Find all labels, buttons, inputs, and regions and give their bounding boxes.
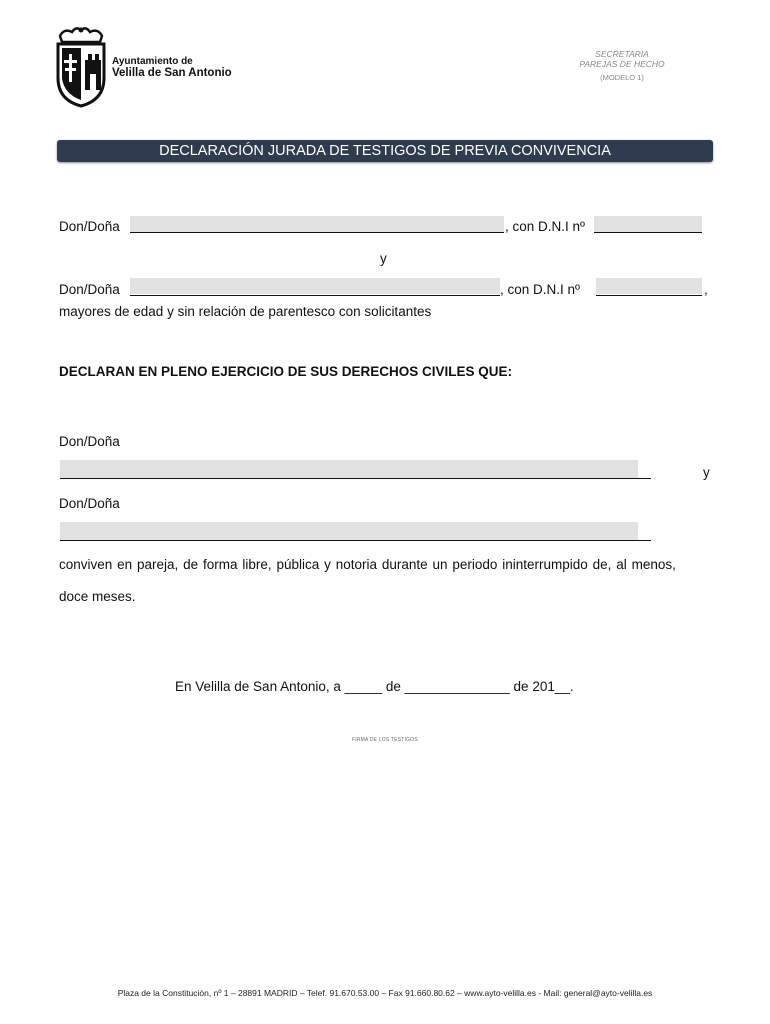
witness1-dni-label: , con D.N.I nº — [505, 219, 585, 234]
cohabitation-statement-line2: doce meses. — [59, 589, 136, 604]
org-line1: Ayuntamiento de — [112, 56, 193, 67]
org-line2: Velilla de San Antonio — [112, 67, 232, 79]
witness2-dni-label: , con D.N.I nº — [500, 282, 580, 297]
partner1-label: Don/Doña — [59, 434, 120, 449]
place-date-line: En Velilla de San Antonio, a _____ de ______________ de 201__. — [175, 679, 574, 694]
witness2-trailing-comma: , — [704, 282, 708, 297]
witness1-dni-underline — [594, 232, 702, 233]
witness1-dni-field[interactable] — [594, 216, 702, 232]
department-line2: PAREJAS DE HECHO — [579, 58, 665, 69]
witness2-dni-underline — [596, 295, 702, 296]
town-crest-logo — [52, 26, 110, 108]
witness2-dni-field[interactable] — [596, 278, 702, 294]
declare-heading: DECLARAN EN PLENO EJERCICIO DE SUS DERECHOS CIVILES QUE: — [59, 364, 513, 379]
witness1-name-field[interactable] — [130, 216, 504, 232]
partner1-name-underline — [60, 478, 651, 479]
footer-contact: Plaza de la Constitución, nº 1 – 28891 MADRID – Telef. 91.670.53.00 – Fax 91.660.80.62 – www.ayto-velilla.es - Mail: general@ayto-velilla.es — [117, 988, 653, 998]
witness-note: mayores de edad y sin relación de parentesco con solicitantes — [59, 304, 432, 319]
organization-name — [112, 56, 232, 80]
partner-connector: y — [703, 465, 710, 480]
signature-label: FIRMA DE LOS TESTIGOS — [352, 737, 418, 743]
witness1-name-underline — [130, 232, 504, 233]
partner1-name-field[interactable] — [60, 460, 638, 478]
document-title: DECLARACIÓN JURADA DE TESTIGOS DE PREVIA CONVIVENCIA — [57, 140, 713, 162]
partner2-name-underline — [60, 540, 651, 541]
witness2-label: Don/Doña — [59, 282, 120, 297]
department-block — [560, 50, 684, 82]
witness1-label: Don/Doña — [59, 219, 120, 234]
partner2-label: Don/Doña — [59, 496, 120, 511]
witness2-name-field[interactable] — [130, 278, 500, 294]
model-label: (MODELO 1) — [600, 72, 644, 82]
partner2-name-field[interactable] — [60, 522, 638, 540]
cohabitation-statement-line1: conviven en pareja, de forma libre, pública y notoria durante un periodo ininterrumpido de, al menos, — [59, 557, 676, 572]
witness-connector: y — [380, 251, 387, 266]
witness2-name-underline — [130, 295, 500, 296]
department-line1: SECRETARIA — [595, 49, 649, 59]
